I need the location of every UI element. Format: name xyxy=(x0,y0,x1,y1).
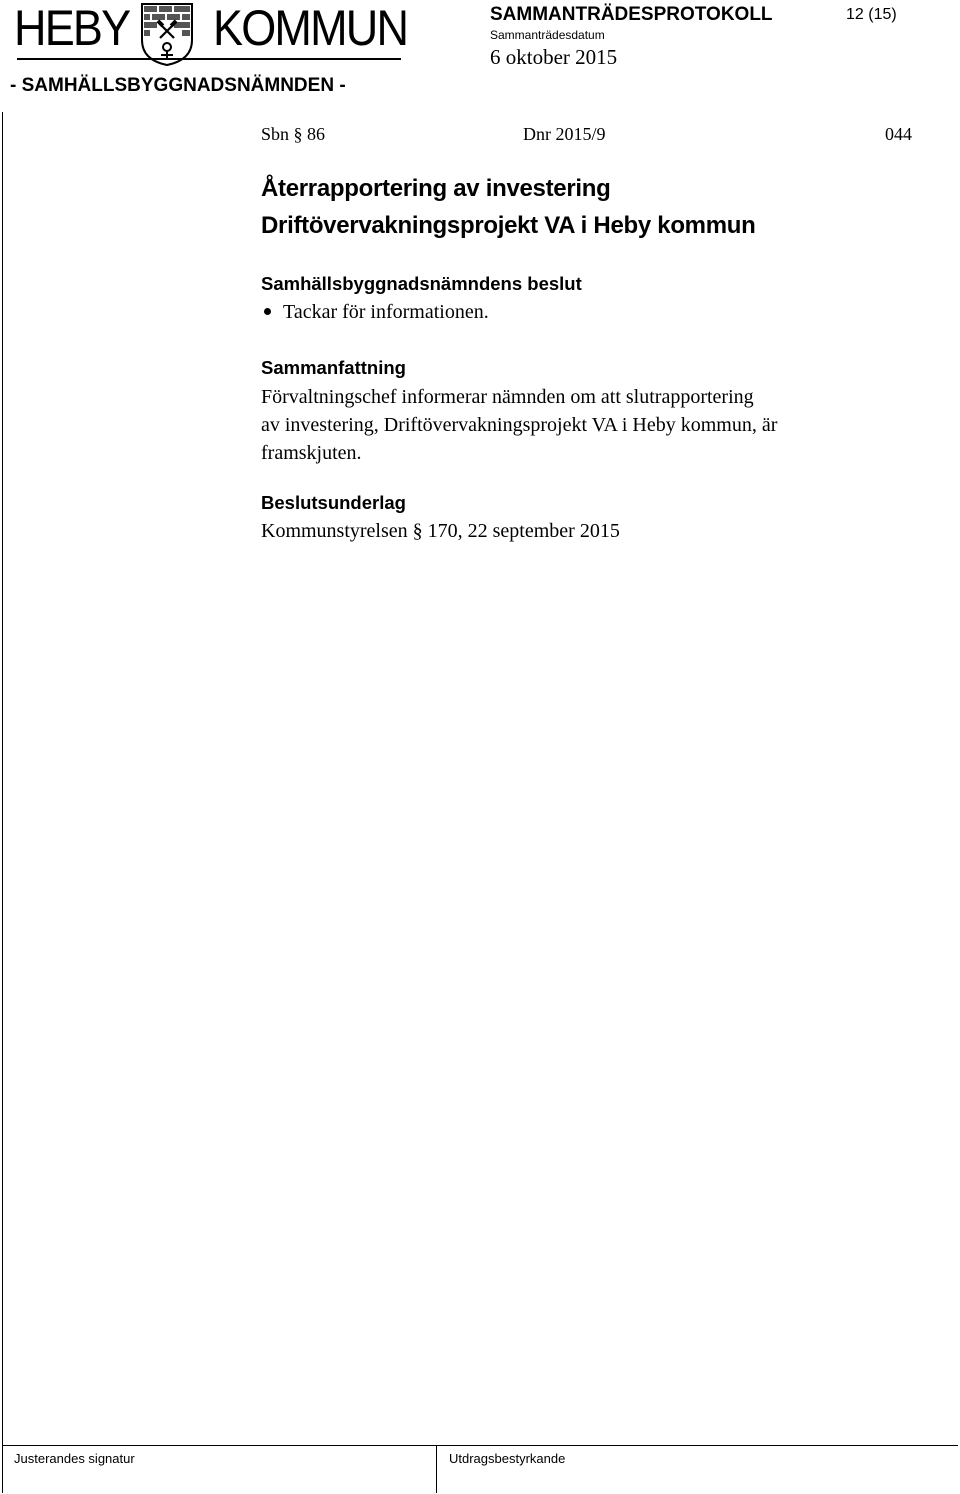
municipal-crest-icon xyxy=(138,2,196,66)
summary-text xyxy=(261,383,921,467)
bullet-icon xyxy=(264,308,271,315)
archive-code: 044 xyxy=(885,124,912,144)
committee-name: - SAMHÄLLSBYGGNADSNÄMNDEN - xyxy=(10,75,346,96)
logo-heby-text: HEBY xyxy=(14,0,130,56)
summary-line-1: Förvaltningschef informerar nämnden om att slutrapportering xyxy=(261,386,754,408)
decision-heading: Samhällsbyggnadsnämndens beslut xyxy=(261,273,582,294)
left-margin-line xyxy=(2,112,3,1493)
basis-text: Kommunstyrelsen § 170, 22 september 2015 xyxy=(261,520,620,542)
footer-column-divider xyxy=(436,1445,437,1493)
logo-underline xyxy=(17,58,401,60)
case-title xyxy=(261,170,755,244)
paragraph-number: Sbn § 86 xyxy=(261,124,326,144)
basis-heading: Beslutsunderlag xyxy=(261,492,406,513)
diary-number: Dnr 2015/9 xyxy=(523,124,606,144)
signature-field-label: Justerandes signatur xyxy=(14,1451,135,1466)
footer-divider xyxy=(2,1445,958,1446)
page-number: 12 (15) xyxy=(846,6,897,23)
summary-line-2: av investering, Driftövervakningsprojekt VA i Heby kommun, är xyxy=(261,414,778,436)
summary-heading: Sammanfattning xyxy=(261,357,406,378)
logo-kommun-text: KOMMUN xyxy=(213,0,408,56)
meeting-date-label: Sammanträdesdatum xyxy=(490,28,605,42)
case-title-line-1: Återrapportering av investering xyxy=(261,175,611,202)
meeting-date: 6 oktober 2015 xyxy=(490,45,618,69)
case-title-line-2: Driftövervakningsprojekt VA i Heby kommun xyxy=(261,212,756,239)
certification-field-label: Utdragsbestyrkande xyxy=(449,1451,566,1466)
protocol-title: SAMMANTRÄDESPROTOKOLL xyxy=(490,4,773,25)
summary-line-3: framskjuten. xyxy=(261,442,362,464)
decision-bullet-item: Tackar för informationen. xyxy=(283,301,489,323)
